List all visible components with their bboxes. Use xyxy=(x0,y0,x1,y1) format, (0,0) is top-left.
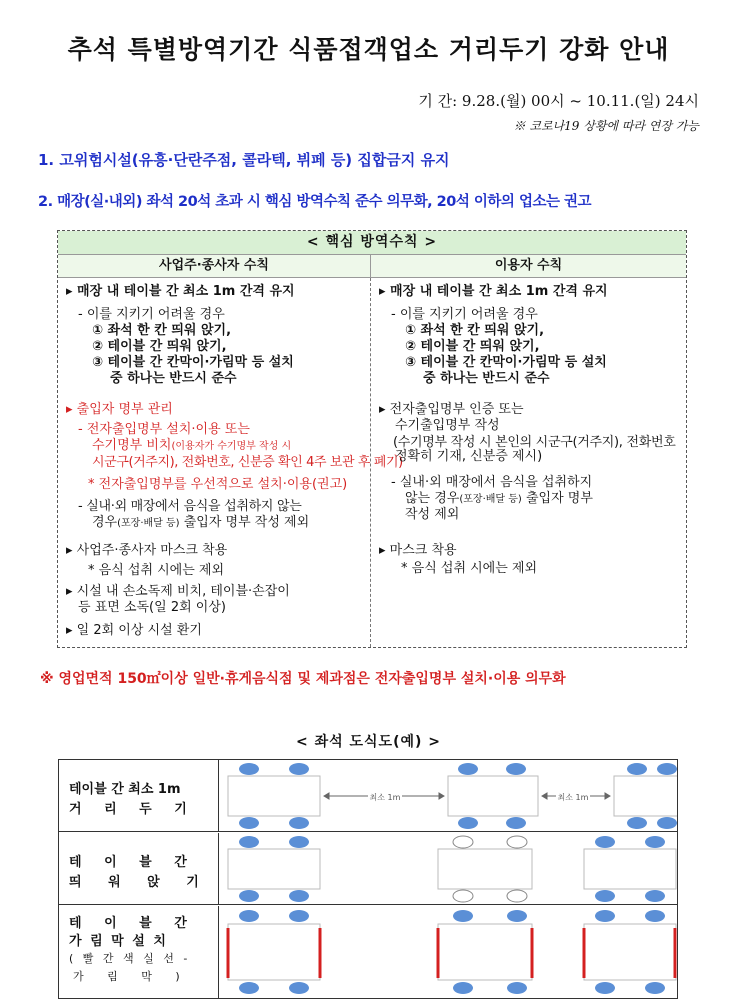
user-mask-note: * 음식 섭취 시에는 제외 xyxy=(401,561,538,576)
diagram-row-partition-label: 테 이 블 간 가 림 막 설 치 ( 빨 간 색 실 선 - 가 림 막 ) xyxy=(59,906,219,999)
owner-distance-opt1: ① 좌석 한 칸 띄워 앉기, xyxy=(92,323,232,338)
diagram-row-distance-label: 테이블 간 최소 1m 거 리 두 기 xyxy=(59,760,219,831)
owner-roster-line3: 시군구(거주지), 전화번호, 신분증 확인 4주 보관 후 폐기) xyxy=(92,455,403,470)
gap-label-2: 최소 1m xyxy=(557,793,589,802)
user-column-header: 이용자 수칙 xyxy=(494,258,563,273)
owner-roster-line1: - 전자출입명부 설치·이용 또는 xyxy=(78,422,250,437)
user-distance-end: 중 하나는 반드시 준수 xyxy=(423,371,550,386)
point-1: 1. 고위험시설(유흥·단란주점, 콜라텍, 뷔페 등) 집합금지 유지 xyxy=(38,151,450,169)
owner-clean-line1: ▸ 시설 내 손소독제 비치, 테이블·손잡이 xyxy=(66,584,290,599)
core-rules-box xyxy=(57,230,687,648)
diagram-row-spacing xyxy=(59,833,677,905)
diagram-spacing-drawing xyxy=(220,833,677,905)
user-distance-opt2: ② 테이블 간 띄워 앉기, xyxy=(405,339,540,354)
user-roster-line4: 정확히 기재, 신분증 제시) xyxy=(395,449,543,464)
period-note: ※ 코로나19 상황에 따라 연장 가능 xyxy=(513,119,699,133)
diagram-row-distance xyxy=(59,760,677,832)
owner-roster-line2: 수기명부 비치(이용자가 수기명부 작성 시 xyxy=(92,438,292,453)
diagram-row-partition xyxy=(59,906,677,999)
seat-diagram xyxy=(58,759,678,999)
diagram-title: < 좌석 도식도(예) > xyxy=(295,734,442,750)
owner-rules xyxy=(58,278,403,647)
core-rules-header: < 핵심 방역수칙 > xyxy=(58,231,686,255)
diagram-distance-drawing xyxy=(220,760,677,832)
point-2: 2. 매장(실·내외) 좌석 20석 초과 시 핵심 방역수칙 준수 의무화, 20석 이하의 업소는 권고 xyxy=(38,194,592,210)
user-distance-opt1: ① 좌석 한 칸 띄워 앉기, xyxy=(405,323,545,338)
owner-distance-opt2: ② 테이블 간 띄워 앉기, xyxy=(92,339,227,354)
user-roster-line2: 수기출입명부 작성 xyxy=(395,418,500,433)
user-exempt-line1: - 실내·외 매장에서 음식을 섭취하지 xyxy=(391,475,593,490)
user-roster-line3: (수기명부 작성 시 본인의 시군구(거주지), 전화번호 xyxy=(393,435,676,450)
diagram-row-spacing-label: 테 이 블 간 띄 워 앉 기 xyxy=(59,833,219,904)
user-rules xyxy=(371,278,686,647)
owner-column-header: 사업주·종사자 수칙 xyxy=(58,255,371,277)
user-roster-line1: ▸ 전자출입명부 인증 또는 xyxy=(379,402,524,417)
owner-distance-end: 중 하나는 반드시 준수 xyxy=(110,371,237,386)
warning-text: ※ 영업면적 150㎡이상 일반·휴게음식점 및 제과점은 전자출입명부 설치·이용 의무화 xyxy=(40,671,566,687)
owner-distance-opt3: ③ 테이블 간 칸막이·가림막 등 설치 xyxy=(92,355,294,370)
owner-roster-exempt-line2: 경우(포장·배달 등) 출입자 명부 작성 제외 xyxy=(92,515,310,530)
user-distance-sub: - 이를 지키기 어려울 경우 xyxy=(391,307,538,322)
user-distance-opt3: ③ 테이블 간 칸막이·가림막 등 설치 xyxy=(405,355,607,370)
owner-mask-title: ▸ 사업주·종사자 마스크 착용 xyxy=(66,543,228,558)
period-text: 기 간: 9.28.(월) 00시 ~ 10.11.(일) 24시 xyxy=(418,92,699,110)
user-mask-title: ▸ 마스크 착용 xyxy=(379,543,457,558)
owner-roster-exempt-line1: - 실내·외 매장에서 음식을 섭취하지 않는 xyxy=(78,499,302,514)
user-exempt-line3: 작성 제외 xyxy=(405,507,460,522)
gap-label-1: 최소 1m xyxy=(369,793,401,802)
user-distance-title: ▸ 매장 내 테이블 간 최소 1m 간격 유지 xyxy=(379,284,608,299)
core-rules-columns xyxy=(58,255,686,278)
owner-roster-title: ▸ 출입자 명부 관리 xyxy=(66,402,173,417)
page-title: 추석 특별방역기간 식품접객업소 거리두기 강화 안내 xyxy=(67,35,670,64)
owner-roster-note: * 전자출입명부를 우선적으로 설치·이용(권고) xyxy=(88,477,348,492)
owner-ventilation: ▸ 일 2회 이상 시설 환기 xyxy=(66,623,202,638)
user-exempt-line2: 않는 경우(포장·배달 등) 출입자 명부 xyxy=(405,491,593,506)
diagram-partition-drawing xyxy=(220,906,677,999)
owner-mask-note: * 음식 섭취 시에는 제외 xyxy=(88,563,225,578)
owner-clean-line2: 등 표면 소독(일 2회 이상) xyxy=(78,600,226,615)
owner-distance-title: ▸ 매장 내 테이블 간 최소 1m 간격 유지 xyxy=(66,284,295,299)
owner-distance-sub: - 이를 지키기 어려울 경우 xyxy=(78,307,225,322)
